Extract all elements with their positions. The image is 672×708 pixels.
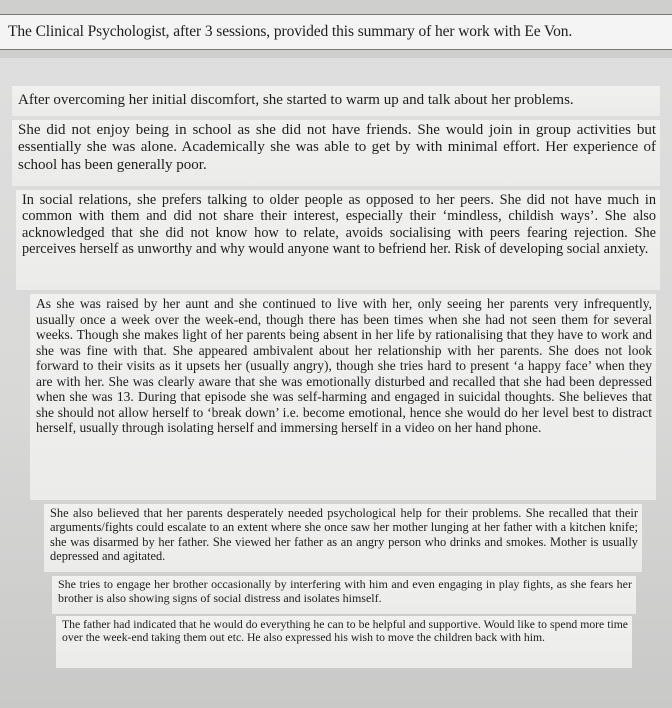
paragraph-parents: She also believed that her parents desperately needed psychological help for their problems. She recalled that their arguments/fights could escalate to an extent where she once saw her mother lunging at her father with a kitchen knife; she was disarmed by her father. She viewed her father as an angry person who drinks and smokes. Mother is usually depressed and agitated. <box>44 504 642 572</box>
paragraph-brother: She tries to engage her brother occasionally by interfering with him and even engaging in play fights, as she fears her brother is also showing signs of social distress and isolates himself. <box>52 576 636 614</box>
paragraph-family-background: As she was raised by her aunt and she continued to live with her, only seeing her parents very infrequently, usually once a week over the week-end, though there has been times when she had not seen them for several weeks. Though she makes light of her parents being absent in her life by rationalising that they have to work and she was fine with that. She appeared ambivalent about her relationship with her parents. She does not look forward to their visits as it upsets her (usually angry), though she tries hard to present ‘a happy face’ when they are with her. She was clearly aware that she was emotionally disturbed and recalled that she had been depressed when she was 13. During that episode she was self-harming and engaged in suicidal thoughts. She believes that she should not allow herself to ‘break down’ i.e. become emotional, hence she would do her level best to distract herself, usually through isolating herself and immersing herself in a video on her hand phone. <box>30 294 656 500</box>
paragraph-father: The father had indicated that he would do everything he can to be helpful and supportive. Would like to spend more time over the week-end taking them out etc. He also expressed his wish to move the children back with him. <box>56 616 632 668</box>
paragraph-social-relations: In social relations, she prefers talking to older people as opposed to her peers. She did not have much in common with them and did not share their interest, especially their ‘mindless, childish ways’. She also acknowledged that she did not know how to relate, avoids socialising with peers fearing rejection. She perceives herself as unworthy and why would anyone want to befriend her. Risk of developing social anxiety. <box>16 190 660 290</box>
paragraph-school: She did not enjoy being in school as she did not have friends. She would join in group activities but essentially she was alone. Academically she was able to get by with minimal effort. Her experience of school has been generally poor. <box>12 120 660 186</box>
paragraph-intro: After overcoming her initial discomfort, she started to warm up and talk about her problems. <box>12 86 660 116</box>
document-page <box>0 58 672 708</box>
header-text: The Clinical Psychologist, after 3 sessions, provided this summary of her work with Ee Von. <box>8 23 573 40</box>
header-banner <box>0 14 672 50</box>
